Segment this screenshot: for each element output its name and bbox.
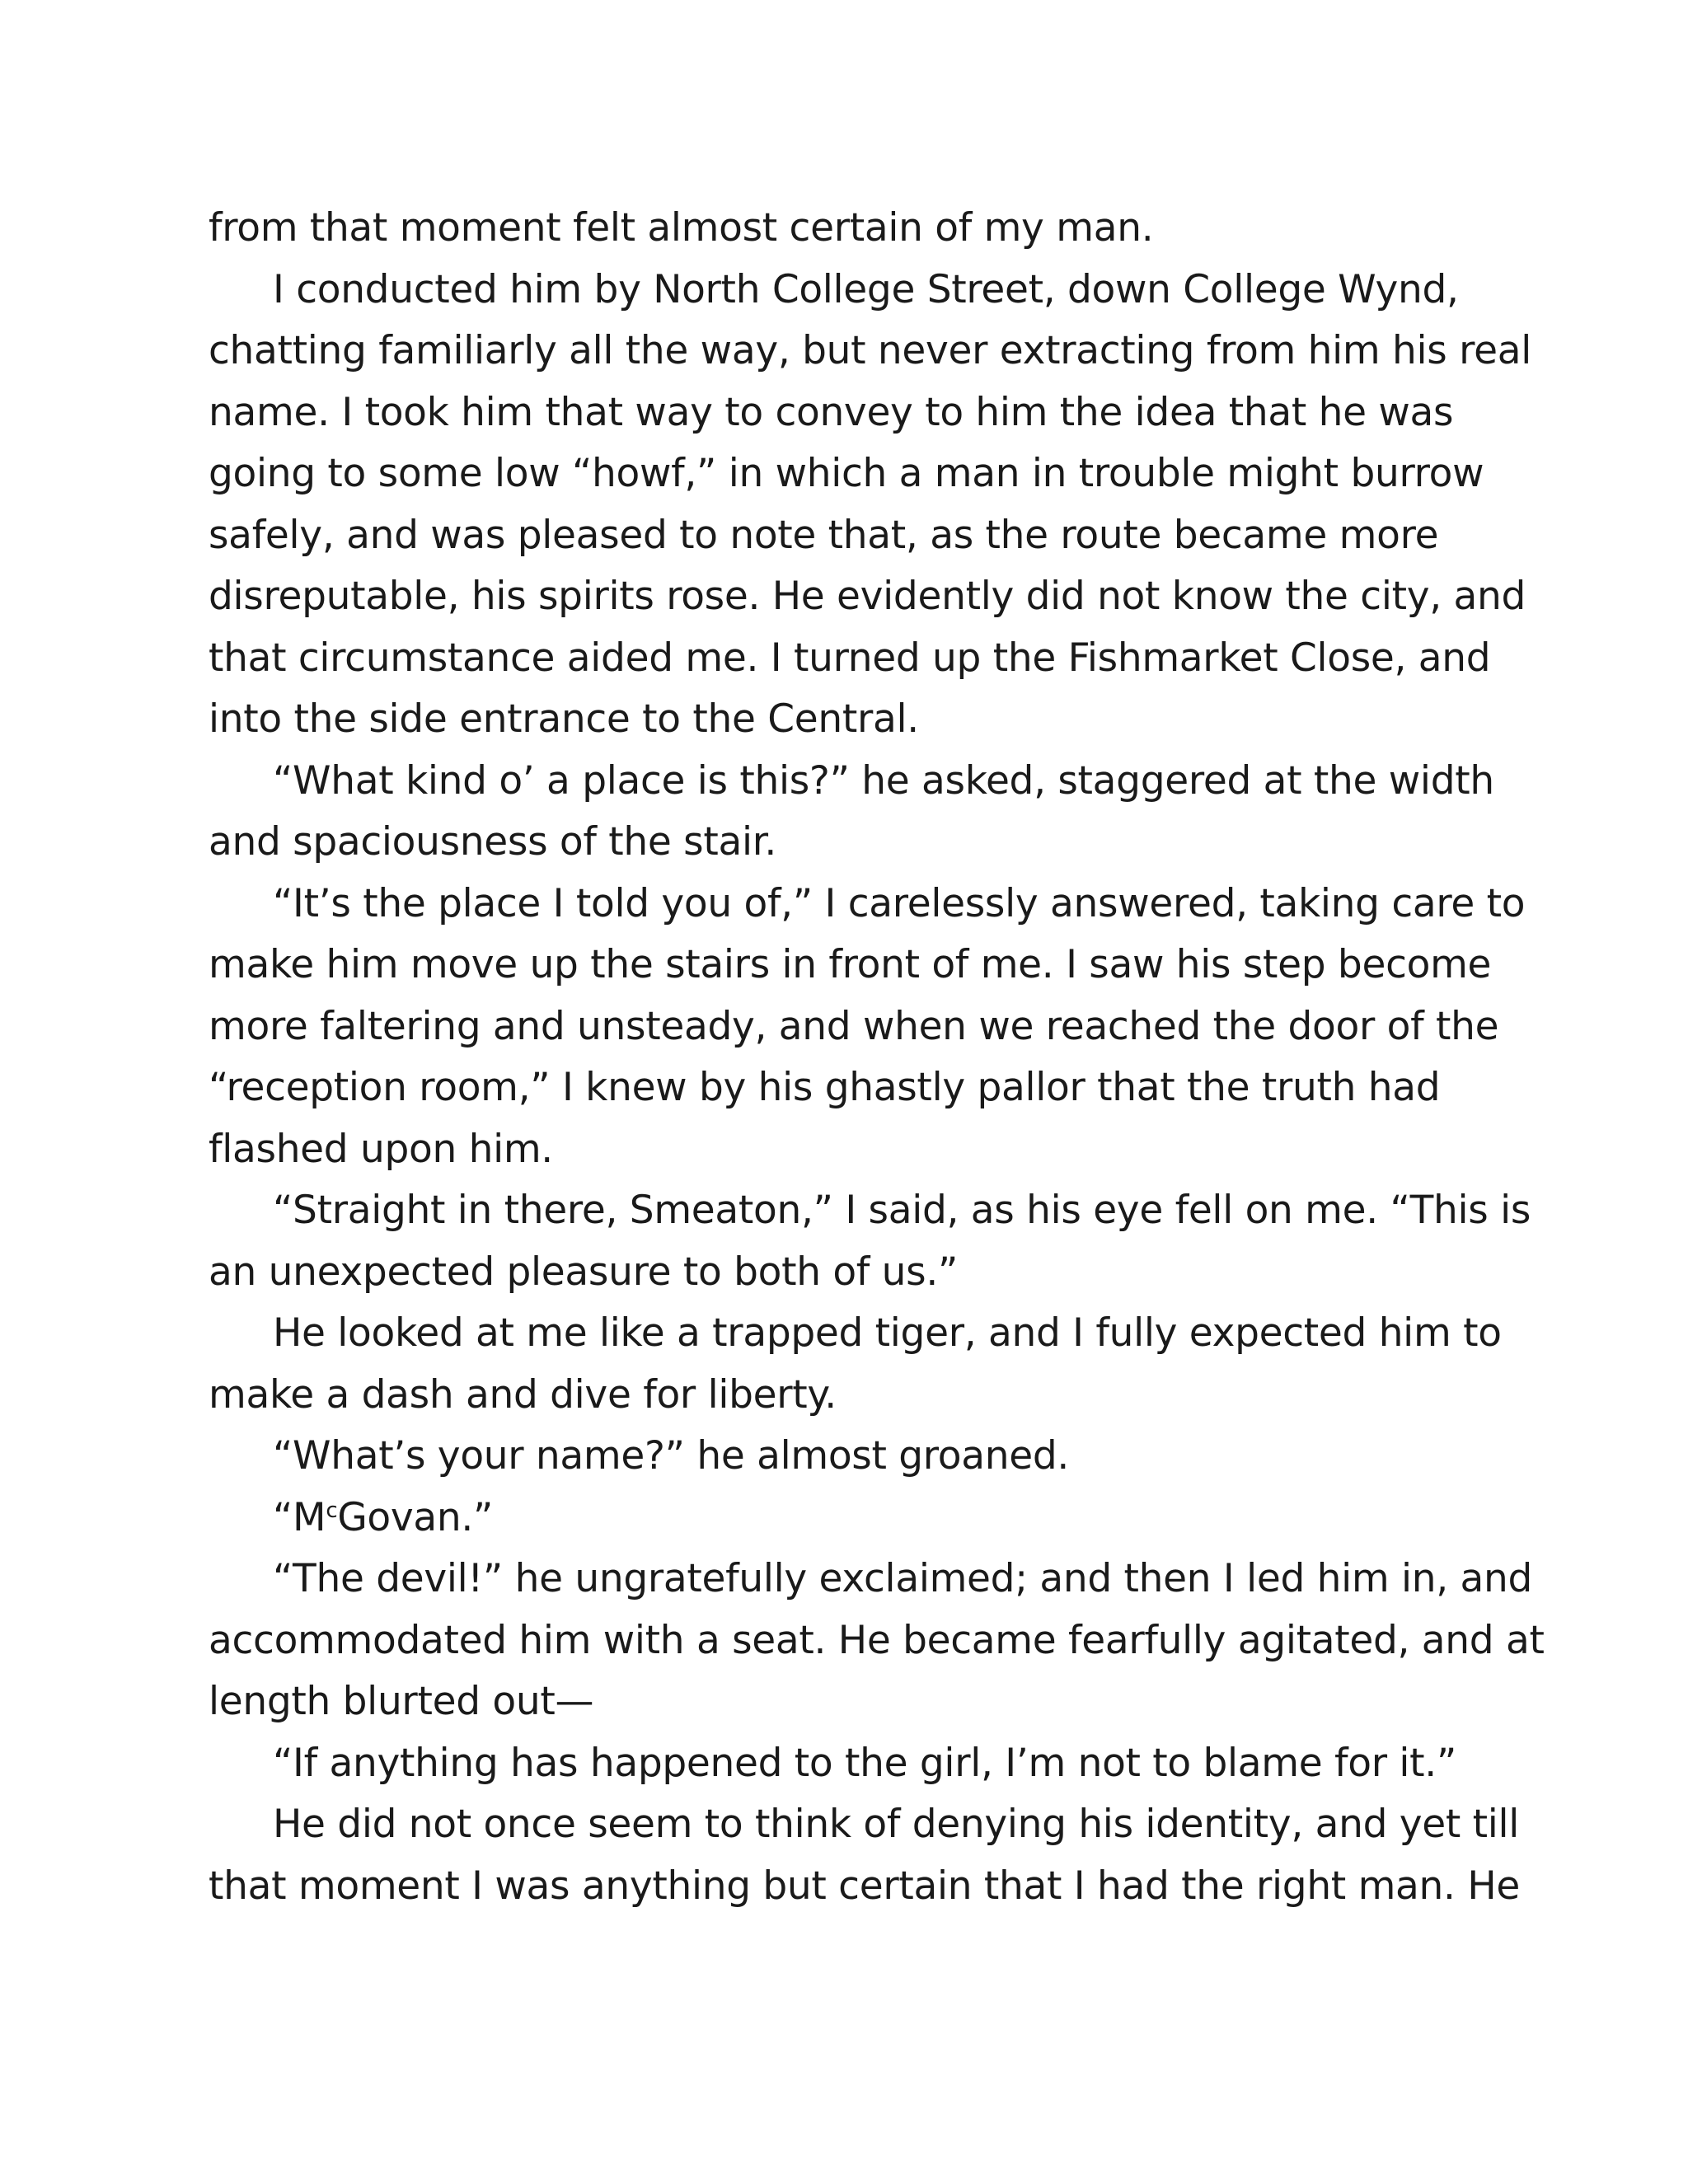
text-line: chatting familiarly all the way, but never extracting from him his real — [209, 328, 1531, 373]
text-line: from that moment felt almost certain of my man. — [209, 205, 1154, 251]
text-line: make a dash and dive for liberty. — [209, 1371, 837, 1418]
paragraph-start-line: He looked at me like a trapped tiger, and I fully expected him to — [273, 1310, 1502, 1356]
paragraph-start-line: “The devil!” he ungratefully exclaimed; and then I led him in, and — [273, 1556, 1533, 1601]
text-line: that moment I was anything but certain that I had the right man. He — [209, 1863, 1520, 1909]
text-line: length blurted out— — [209, 1679, 594, 1724]
paragraph-start-line: “Straight in there, Smeaton,” I said, as his eye fell on me. “This is — [273, 1188, 1531, 1233]
text-line: accommodated him with a seat. He became fearfully agitated, and at — [209, 1617, 1545, 1663]
paragraph-start-line: “What’s your name?” he almost groaned. — [273, 1433, 1070, 1479]
paragraph-start-line: “It’s the place I told you of,” I carelessly answered, taking care to — [273, 880, 1526, 926]
text-line: flashed upon him. — [209, 1126, 553, 1172]
text-line: “reception room,” I knew by his ghastly pallor that the truth had — [209, 1065, 1441, 1110]
text-line: make him move up the stairs in front of me. I saw his step become — [209, 942, 1492, 987]
book-page-text — [209, 198, 1545, 1917]
mcgovan-line — [209, 1488, 1478, 1549]
mcgovan-superscript-c: c — [326, 1497, 338, 1523]
text-line: disreputable, his spirits rose. He evidently did not know the city, and — [209, 574, 1526, 619]
text-line: an unexpected pleasure to both of us.” — [209, 1249, 959, 1295]
paragraph-start-line: I conducted him by North College Street, down College Wynd, — [273, 266, 1459, 312]
mcgovan-open: “M — [273, 1494, 326, 1540]
text-line: name. I took him that way to convey to him the idea that he was — [209, 389, 1454, 435]
paragraph-start-line: He did not once seem to think of denying his identity, and yet till — [273, 1802, 1520, 1847]
text-line: safely, and was pleased to note that, as the route became more — [209, 512, 1439, 558]
paragraph-start-line: “What kind o’ a place is this?” he asked, staggered at the width — [273, 757, 1494, 804]
text-line: that circumstance aided me. I turned up the Fishmarket Close, and — [209, 635, 1491, 681]
text-line: and spaciousness of the stair. — [209, 819, 777, 865]
text-line: going to some low “howf,” in which a man in trouble might burrow — [209, 451, 1484, 496]
text-line: into the side entrance to the Central. — [209, 696, 919, 742]
mcgovan-rest: Govan.” — [337, 1494, 494, 1540]
paragraph-start-line: “If anything has happened to the girl, I’m not to blame for it.” — [273, 1740, 1456, 1786]
text-line: more faltering and unsteady, and when we reached the door of the — [209, 1003, 1499, 1049]
